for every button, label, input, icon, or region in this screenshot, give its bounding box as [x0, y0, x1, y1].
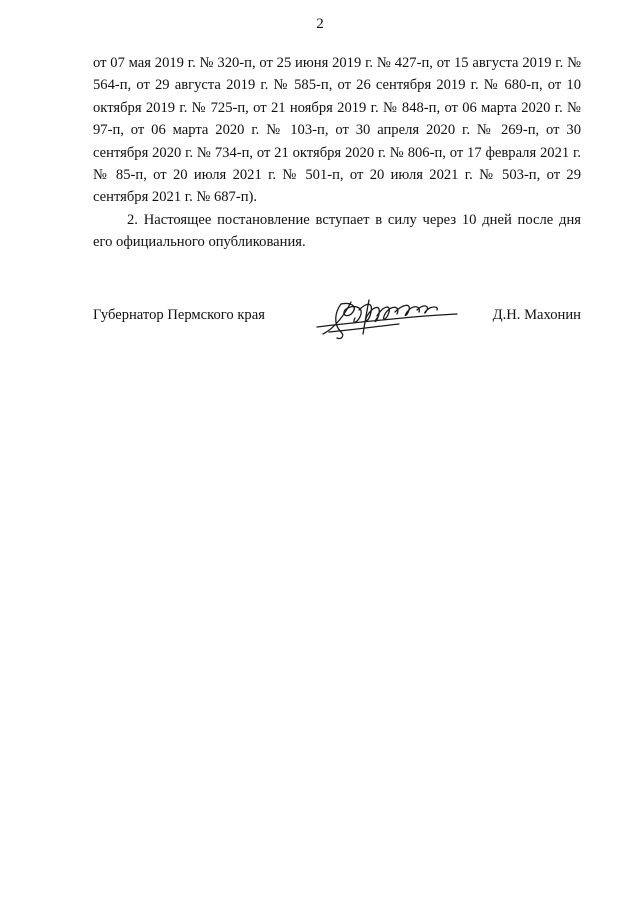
signer-name: Д.Н. Махонин — [492, 307, 581, 323]
document-body — [93, 52, 581, 254]
handwritten-signature — [311, 294, 461, 344]
paragraph-continued: от 07 мая 2019 г. № 320-п, от 25 июня 2019 г. № 427-п, от 15 августа 2019 г. № 564-п, от 29 августа 2019 г. № 585-п, от 26 сентября 2019 г. № 680-п, от 10 октября 2019 г. № 725-п, от 21 ноября 2019 г. № 848-п, от 06 марта 2020 г. № 97-п, от 06 марта 2020 г. № 103-п, от 30 апреля 2020 г. № 269-п, от 30 сентября 2020 г. № 734-п, от 21 октября 2020 г. № 806-п, от 17 февраля 2021 г. № 85-п, от 20 июля 2021 г. № 501-п, от 20 июля 2021 г. № 503-п, от 29 сентября 2021 г. № 687-п). — [93, 55, 581, 206]
signature-block — [93, 300, 581, 340]
paragraph-item-2: 2. Настоящее постановление вступает в силу через 10 дней после дня его официального опубликования. — [93, 211, 581, 251]
page-number: 2 — [316, 16, 324, 32]
signer-title: Губернатор Пермского края — [93, 307, 265, 323]
